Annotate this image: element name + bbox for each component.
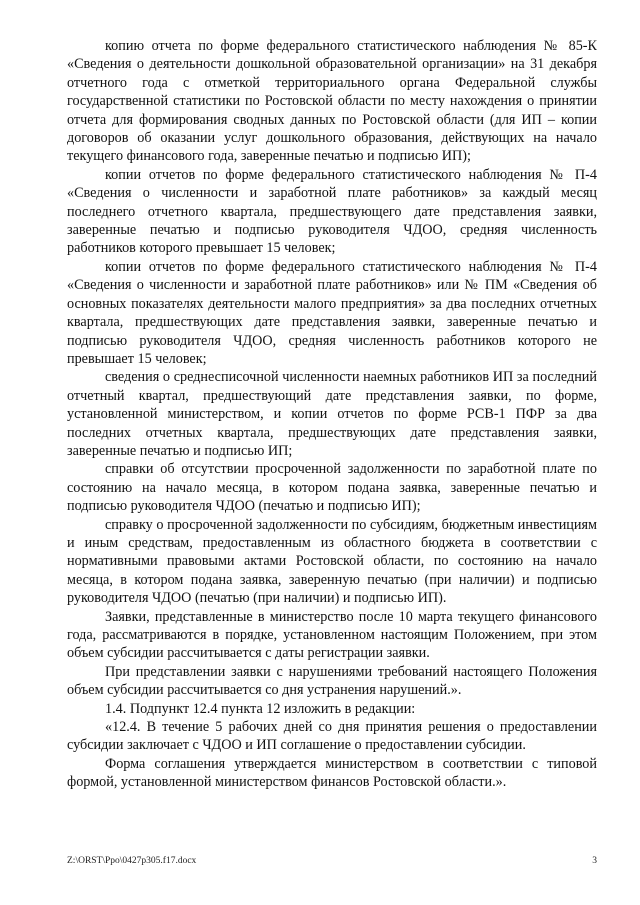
page-footer [67, 856, 597, 870]
paragraph-report-p4-pm-quarterly: копии отчетов по форме федерального статистического наблюдения № П-4 «Сведения о численности и заработной плате работников» или № ПМ «Сведения об основных показателях деятельности малого предприятия» за два последних отчетных квартала, предшествующих дате представления заявки, заверенные печатью и подписью руководителя ЧДОО, средняя численность работников которого не превышает 15 человек; [67, 258, 597, 367]
paragraph-subclause-12-4: «12.4. В течение 5 рабочих дней со дня принятия решения о предоставлении субсидии заключает с ЧДОО и ИП соглашение о предоставлении субсидии. [67, 719, 597, 754]
paragraph-wage-arrears-certificate: справки об отсутствии просроченной задолженности по заработной плате по состоянию на начало месяца, в котором подана заявка, заверенные печатью и подписью руководителя ЧДОО (печатью и подписью ИП); [67, 461, 597, 515]
paragraph-application-violations: При представлении заявки с нарушениями требований настоящего Положения объем субсидии рассчитывается со дня устранения нарушений.». [67, 663, 597, 699]
document-body [67, 37, 597, 792]
page-number: 3 [592, 856, 597, 866]
footer-file-path: Z:\ORST\Ppo\0427p305.f17.docx [67, 856, 197, 866]
paragraph-late-applications: Заявки, представленные в министерство после 10 марта текущего финансового года, рассматриваются в порядке, установленном настоящим Положением, при этом объем субсидии рассчитывается с даты регистрации заявки. [67, 608, 597, 662]
paragraph-report-85k: копию отчета по форме федерального статистического наблюдения № 85-К «Сведения о деятельности дошкольной образовательной организации» на 31 декабря отчетного года с отметкой территориального органа Федеральной службы государственной статистики по Ростовской области по месту нахождения о принятии отчета для формирования сводных данных по Ростовской области (для ИП – копии договоров об оказании услуг дошкольного образования, действующих на начало текущего финансового года, заверенные печатью и подписью ИП); [67, 38, 597, 165]
paragraph-ip-staff-info: сведения о среднесписочной численности наемных работников ИП за последний отчетный квартал, предшествующий дате представления заявки, по форме, установленной министерством, и копии отчетов по форме РСВ-1 ПФР за два последних отчетных квартала, предшествующих дате представления заявки, заверенные печатью и подписью ИП; [67, 369, 597, 459]
paragraph-report-p4-monthly: копии отчетов по форме федерального статистического наблюдения № П-4 «Сведения о численности и заработной плате работников» за каждый месяц последнего отчетного квартала, предшествующего дате представления заявки, заверенные печатью и подписью руководителя ЧДОО, средняя численность работников которого превышает 15 человек; [67, 166, 597, 257]
paragraph-agreement-form: Форма соглашения утверждается министерством в соответствии с типовой формой, установленной министерством финансов Ростовской области.». [67, 755, 597, 791]
paragraph-subsidy-debt-certificate: справку о просроченной задолженности по субсидиям, бюджетным инвестициям и иным средствам, предоставленным из областного бюджета в соответствии с нормативными правовыми актами Ростовской области, по состоянию на начало месяца, в котором подана заявка, заверенную печатью (при наличии) и подписью руководителя ЧДОО (печатью (при наличии) и подписью ИП). [67, 516, 597, 607]
paragraph-amendment-1-4: 1.4. Подпункт 12.4 пункта 12 изложить в редакции: [105, 700, 416, 717]
